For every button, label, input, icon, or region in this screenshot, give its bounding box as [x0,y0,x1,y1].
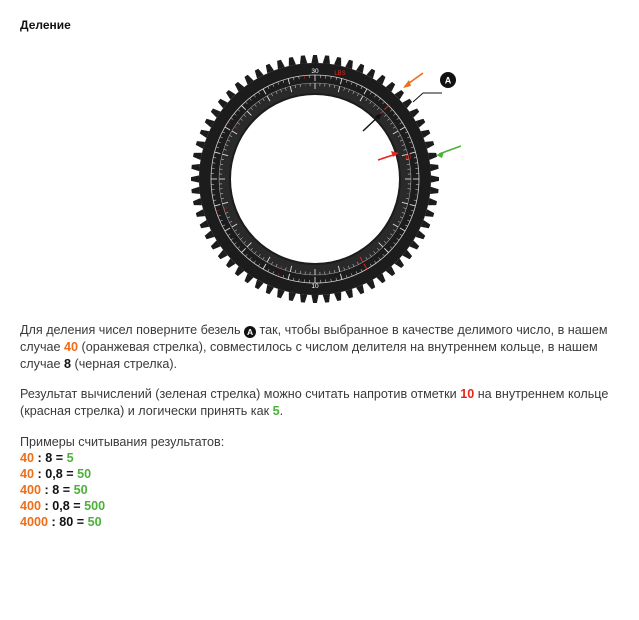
example-line: 40 : 8 = 5 [20,451,74,465]
bezel-illustration [180,48,480,310]
badge-a-icon: A [244,326,256,338]
divisor-value: 8 [64,357,72,371]
example-line: 40 : 0,8 = 50 [20,467,92,481]
examples-title: Примеры считывания результатов: [20,435,225,449]
outer-scale-label-red: LBS [334,71,346,77]
mark-value: 10 [460,387,475,401]
orange-arrow [403,73,423,88]
result-value: 5 [272,404,280,418]
outer-scale-label-top: 30 [311,68,319,75]
example-line: 4000 : 80 = 50 [20,515,102,529]
green-arrow [436,146,461,158]
paragraph-division-instructions: Для деления чисел поверните безель A так, чтобы выбранное в качестве делимого число, в нашем случае 40 (оранжевая стрелка), совместилось с числом делителя на внутреннем кольце, в нашем случае 8 (черная стрелка). [20,323,608,371]
example-line: 400 : 0,8 = 500 [20,499,106,513]
outer-scale-label-bottom: 10 [311,283,319,290]
dividend-value: 40 [64,340,79,354]
svg-text:A: A [444,75,452,86]
examples-block [20,434,224,530]
example-line: 400 : 8 = 50 [20,483,88,497]
inner-scale-mark-red: 10 [404,155,412,161]
bezel-svg [180,48,480,310]
paragraph-result-reading: Результат вычислений (зеленая стрелка) можно считать напротив отметки 10 на внутреннем кольце (красная стрелка) и логически принять как 5. [20,387,609,418]
section-heading: Деление [20,18,71,32]
